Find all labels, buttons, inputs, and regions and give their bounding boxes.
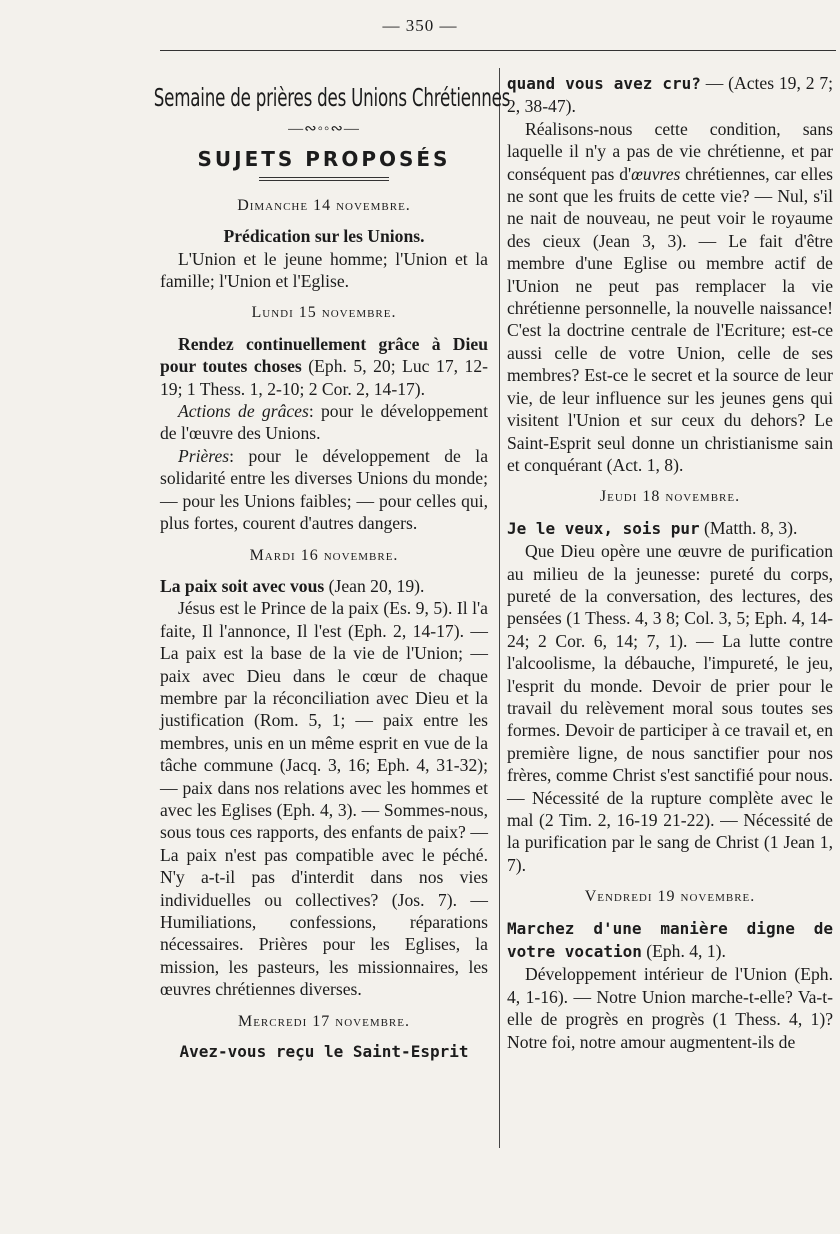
day-paragraph bbox=[507, 517, 833, 540]
scripture-ref: (Eph. 4, 1). bbox=[641, 941, 726, 962]
day-theme-continued: quand vous avez cru? bbox=[507, 74, 701, 93]
left-column bbox=[153, 72, 511, 1063]
day-theme: Avez-vous reçu le Saint-Esprit bbox=[179, 1042, 469, 1062]
scripture-ref: (Jean 20, 19). bbox=[324, 575, 425, 596]
day-paragraph bbox=[507, 72, 833, 118]
ornament-divider: —∾◦◦∾— bbox=[288, 121, 360, 137]
text-fragment: Réalisons-nous cette condition, sans laquelle il n'y a pas de vie chrétienne, et par conséquent pas d' bbox=[507, 118, 833, 184]
day-text: Que Dieu opère une œuvre de purification au milieu de la jeunesse: pureté du corps, pureté de la conversation, des lectures, des pensées (1 Thess. 4, 3 8; Col. 3, 5; Eph. 4, 14-24; 2 Cor. 6, 14; 7, 1). — La lutte contre l'alcoolisme, la débauche, l'impureté, le jeu, l'esprit du monde. Devoir de prier pour le travail du relèvement moral sous toutes ses formes. Devoir de participer à ce travail et, en première ligne, de nous sanctifier pour nos frères, comme Christ s'est sanctifié pour nous. — Nécessité de la rupture complète avec le mal (2 Tim. 2, 16-19 21-22). — Nécessité de la purification par le sang de Christ (1 Jean 1, 7). bbox=[507, 541, 833, 875]
day-paragraph bbox=[160, 333, 488, 400]
day-theme: Prédication sur les Unions. bbox=[223, 226, 425, 247]
section-subtitle: SUJETS PROPOSÉS bbox=[197, 147, 451, 172]
scripture-ref: (Eph. 5, 20; Luc 17, 12-19; 1 Thess. 1, 2-10; 2 Cor. 2, 14-17). bbox=[160, 356, 488, 399]
date-heading: Lundi 15 novembre. bbox=[251, 304, 397, 322]
day-text: L'Union et le jeune homme; l'Union et la famille; l'Union et l'Eglise. bbox=[160, 248, 488, 292]
double-rule bbox=[259, 177, 389, 181]
day-theme: Marchez d'une manière digne de votre vocation bbox=[507, 918, 833, 962]
header-rule bbox=[160, 50, 836, 51]
prayers-text: : pour le développement de la solidarité entre les diverses Unions du monde; — pour les Unions faibles; — pour celles qui, plus fortes, courent d'autres dangers. bbox=[160, 445, 488, 534]
day-paragraph bbox=[160, 575, 488, 597]
article-title: Semaine de prières des Unions Chrétiennes bbox=[153, 84, 511, 114]
day-paragraph bbox=[507, 917, 833, 964]
date-heading: Mercredi 17 novembre. bbox=[237, 1012, 410, 1030]
day-text: Jésus est le Prince de la paix (Es. 9, 5). Il l'a faite, Il l'annonce, Il l'est (Eph. 2, 14-17). — La paix est la base de la vie de l'Union; — paix avec Dieu dans le cœur de chaque membre par la réconciliation avec Dieu et la justification (Rom. 5, 1; — paix entre les membres, unis en un même esprit en vue de la tâche commune (Jacq. 3, 16; Eph. 4, 31-32); — paix dans nos relations avec les hommes et avec les Eglises (Eph. 4, 3). — Sommes-nous, sous tous ces rapports, des enfants de paix? — La paix n'est pas compatible avec le péché. N'y a-t-il pas d'interdit dans nos vies individuelles ou collectives? (Jos. 7). — Humiliations, confessions, réparations nécessaires. Prières pour les Eglises, la mission, les pasteurs, les missionnaires, les œuvres chrétiennes diverses. bbox=[160, 598, 488, 1000]
italic-word: œuvres bbox=[631, 163, 681, 184]
date-heading: Vendredi 19 novembre. bbox=[584, 888, 756, 906]
date-heading: Jeudi 18 novembre. bbox=[599, 488, 741, 506]
day-theme: Je le veux, sois pur bbox=[507, 518, 700, 538]
actions-label: Actions de grâces bbox=[178, 401, 309, 422]
scripture-ref: (Matth. 8, 3). bbox=[699, 517, 798, 538]
date-heading: Mardi 16 novembre. bbox=[249, 546, 399, 564]
column-divider bbox=[499, 68, 500, 1148]
page-number: — 350 — bbox=[382, 16, 458, 35]
right-column bbox=[507, 72, 833, 1053]
scripture-ref: — (Actes 19, 2 7; 2, 38-47). bbox=[507, 73, 833, 117]
day-theme: Rendez continuellement grâce à Dieu pour toutes choses bbox=[160, 333, 488, 377]
day-theme: La paix soit avec vous bbox=[160, 575, 325, 596]
day-text: Développement intérieur de l'Union (Eph. 4, 1-16). — Notre Union marche-t-elle? Va-t-elle de progrès en progrès (1 Thess. 4, 1)? Notre foi, notre amour augmentent-ils de bbox=[507, 964, 833, 1052]
text-fragment: chrétiennes, car elles ne sont que les fruits de cette vie? — Nul, s'il ne nait de nouveau, ne peut voir le royaume des cieux (Jean 3, 3). — Le fait d'être membre d'une Eglise ou membre actif de l'Union ne peut pas remplacer la vie chrétienne personnelle, la nouvelle naissance! C'est la doctrine centrale de l'Ecriture; est-ce aussi celle de votre Union, celle de ses membres? Est-ce le secret et la source de leur vie, de leur influence sur les jeunes gens qui visitent l'Union et sur ceux du dehors? Le Saint-Esprit seul donne un christianisme sain et conquérant (Act. 1, 8). bbox=[507, 163, 833, 475]
actions-text: : pour le développement de l'œuvre des Unions. bbox=[160, 401, 488, 444]
prayers-paragraph bbox=[160, 445, 488, 535]
prayers-label: Prières bbox=[178, 445, 230, 466]
date-heading: Dimanche 14 novembre. bbox=[237, 196, 411, 214]
actions-paragraph bbox=[160, 400, 488, 445]
day-text bbox=[507, 118, 833, 477]
